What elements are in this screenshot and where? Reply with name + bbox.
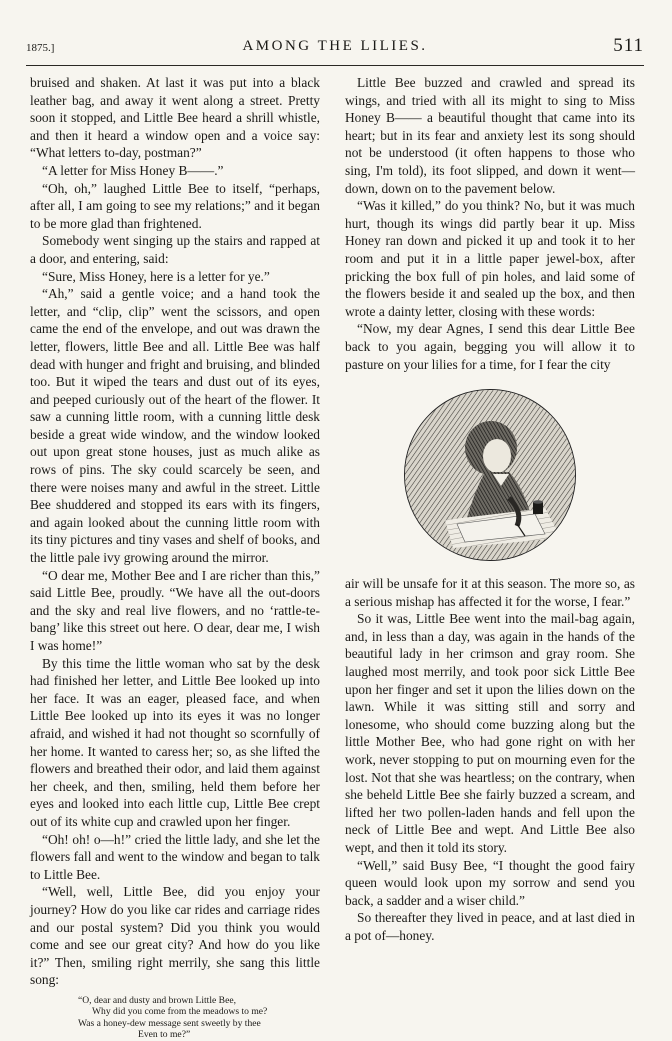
header-rule bbox=[26, 65, 644, 66]
running-header bbox=[26, 26, 644, 66]
paragraph: “Ah,” said a gentle voice; and a hand took the letter, and “clip, clip” went the scissors, and open came the end of the envelope, and out was drawn the letter, flowers, little Bee and all. Little Bee was half dead with hunger and fright and bruising, and blinded too. But it wiped the tears and dust out of its eyes, and peeped curiously out of the heart of the flower. It saw a cunning little room, with a cunning little desk beside a great wide window, and the window looked out upon great stone houses, just as much alike as rows of pins. The sky could scarcely be seen, and there were noises many and awful in the street. Little Bee shuddered and stopped its ears with its fingers, and again looked about the cunning little room with its tiny pictures and tiny vases and shelf of books, and the little pale ivy growing around the mirror. bbox=[30, 286, 320, 566]
verse-line: Even to me?” bbox=[138, 1029, 191, 1041]
song-verse bbox=[30, 995, 320, 1041]
verse-line: “O, dear and dusty and brown Little Bee, bbox=[78, 994, 236, 1006]
paragraph: “Oh, oh,” laughed Little Bee to itself, “perhaps, after all, I am going to see my relations;” and it began to be more glad than frightened. bbox=[30, 180, 320, 231]
paragraph: bruised and shaken. At last it was put into a black leather bag, and away it went along a street. Pretty soon it stopped, and Little Bee heard a shrill whistle, and then it heard a window open and a voice say: “What letters to-day, postman?” bbox=[30, 75, 320, 161]
engraving-illustration bbox=[404, 389, 576, 561]
verse-line: Why did you come from the meadows to me? bbox=[92, 1006, 268, 1018]
paragraph: “Sure, Miss Honey, here is a letter for ye.” bbox=[42, 268, 270, 284]
woman-writing-engraving bbox=[405, 390, 575, 560]
paragraph: So thereafter they lived in peace, and at last died in a pot of—honey. bbox=[345, 910, 635, 943]
header-year: 1875.] bbox=[26, 42, 55, 54]
header-title: AMONG THE LILIES. bbox=[242, 38, 428, 54]
right-column bbox=[345, 74, 635, 945]
paragraph: Little Bee buzzed and crawled and spread its wings, and tried with all its might to sing to Miss Honey B—— a beautiful thought that came into its heart; but in its fear and anxiety lest its song should not be understood (it often happens to those who sing, I'm told), its foot slipped, and down it went—down, down on to the pavement below. bbox=[345, 75, 635, 196]
paragraph: “Was it killed,” do you think? No, but it was much hurt, though its wings did partly bear it up. Miss Honey ran down and picked it up and took it to her room and put it in a little paper jewel-box, after pricking the box full of pin holes, and laid some of the flowers beside it and sealed up the box, and then wrote a dainty letter, closing with these words: bbox=[345, 198, 635, 319]
paragraph: Somebody went singing up the stairs and rapped at a door, and entering, said: bbox=[30, 233, 320, 266]
paragraph: “Well, well, Little Bee, did you enjoy your journey? How do you like car rides and carriage rides and our postal system? Did you think you would come and see our great city? And how do you like it?” Then, smiling right merrily, she sang this little song: bbox=[30, 884, 320, 988]
paragraph: “Well,” said Busy Bee, “I thought the good fairy queen would look upon my sorrow and send you back, a sadder and a wiser child.” bbox=[345, 857, 635, 908]
paragraph: By this time the little woman who sat by the desk had finished her letter, and Little Bee looked up into her face. It was an eager, pleased face, and when Little Bee looked up into its eyes it was no longer afraid, and wished it had not thought so scornfully of her home. It wanted to caress her; so, as she lifted the flowers and breathed their odor, and laid them against her cheek, and then, smiling, held them before her eyes and looked into each little cup, Little Bee crept out of its white cup and crawled upon her finger. bbox=[30, 655, 320, 829]
paragraph: air will be unsafe for it at this season. The more so, as a serious mishap has affected it for the worse, I fear.” bbox=[345, 576, 635, 609]
page-number: 511 bbox=[613, 35, 644, 56]
paragraph: “O dear me, Mother Bee and I are richer than this,” said Little Bee, proudly. “We have all the out-doors and the sky and real live flowers, and no ‘rattle-te-bang’ like this street out here. O dear, dear me, I wish I was home!” bbox=[30, 567, 320, 653]
paragraph: “Oh! oh! o—h!” cried the little lady, and she let the flowers fall and went to the window and began to talk to Little Bee. bbox=[30, 831, 320, 882]
paragraph: “Now, my dear Agnes, I send this dear Little Bee back to you again, begging you will allow it to pasture on your lilies for a time, for I fear the city bbox=[345, 321, 635, 372]
left-column bbox=[30, 74, 320, 1041]
paragraph: So it was, Little Bee went into the mail-bag again, and, in less than a day, was again in the hands of the beautiful lady in her crimson and gray room. She laughed most merrily, and took poor sick Little Bee upon her finger and set it upon the lilies down on the lawn. While it was sitting still and sorry and lonesome, who should come buzzing along but the little Mother Bee, who had gone right on with her work, never stopping to put on mourning even for the lost. Not that she was heartless; on the contrary, when she beheld Little Bee she fairly buzzed a scream, and lifted her two pollen-laden hands and fell upon the neck of Little Bee and wept. And Little Bee also wept, and then it told its story. bbox=[345, 611, 635, 855]
verse-line: Was a honey-dew message sent sweetly by thee bbox=[78, 1017, 261, 1029]
paragraph: “A letter for Miss Honey B——.” bbox=[42, 162, 224, 178]
